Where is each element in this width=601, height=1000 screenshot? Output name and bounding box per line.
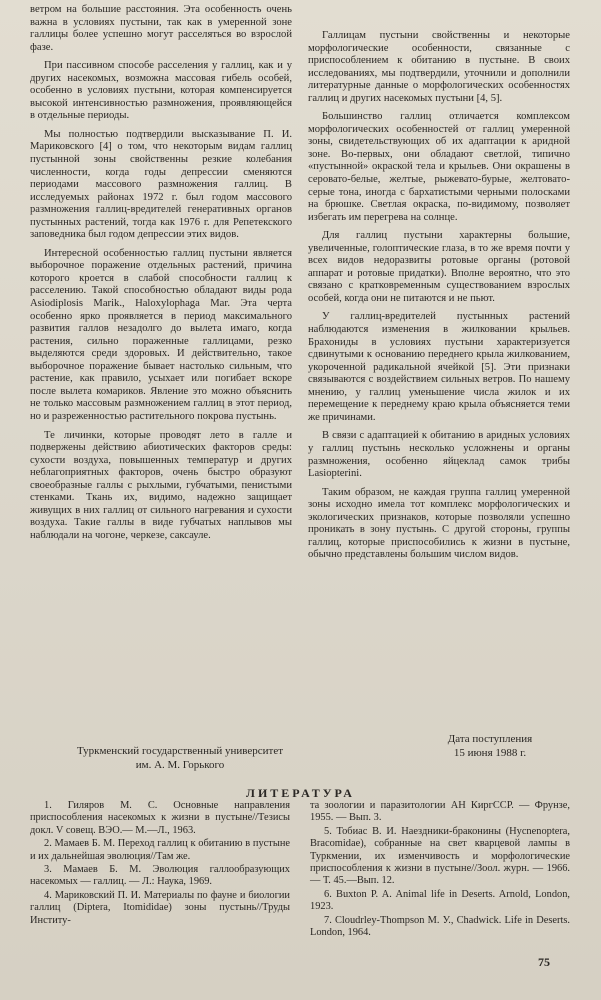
paragraph: При пассивном способе расселения у галлиц, как и у других насекомых, возможна массовая гибель особей, особенно в условиях пустыни, которая компенсируется высокой интенсивностью размножения, проявляющейся в отдельные периоды. <box>30 60 292 122</box>
received-date <box>420 732 560 760</box>
references-left <box>30 800 290 928</box>
paragraph: Большинство галлиц отличается комплексом морфологических особенностей от галлиц умеренной зоны, свидетельствующих об их адаптации к аридной зоне. Во-первых, они обладают светлой, типично «пустынной» окраской тела и крыльев. Они окрашены в серовато-белые, желтые, рыжевато-бурые, желтовато-серые тона, иногда с бархатистыми черными полосками на брюшке. Светлая окраска, по-видимому, позволяет избегать им перегрева на солнце. <box>308 111 570 223</box>
page-number: 75 <box>538 955 550 969</box>
reference-item: 6. Buxton P. A. Animal life in Deserts. Arnold, London, 1923. <box>310 888 570 913</box>
paragraph: Для галлиц пустыни характерны большие, увеличенные, голоптические глаза, в то же время почти у всех видов недоразвиты ротовые органы (ротовой аппарат и ротовые придатки). Вполне вероятно, что это связано с кратковременным существованием взрослых особей, когда они не питаются и не пьют. <box>308 230 570 304</box>
text-column-right <box>308 30 570 568</box>
affiliation-line: Туркменский государственный университет <box>76 745 284 757</box>
references-right <box>310 800 570 940</box>
reference-item: 7. Cloudrley-Thompson M. У., Chadwick. Life in Deserts. London, 1964. <box>310 914 570 939</box>
received-value: 15 июня 1988 г. <box>453 747 527 759</box>
reference-item: 4. Мариковский П. И. Материалы по фауне и биологии галлиц (Diptera, Itomididae) зоны пустынь//Труды Институ- <box>30 889 290 926</box>
author-affiliation <box>30 744 330 772</box>
paragraph: У галлиц-вредителей пустынных растений наблюдаются изменения в жилковании крыльев. Брахониды в условиях пустыни характеризуется сдвинутыми к основанию переднего крыла жилкованием, укороченной радикальной ячейкой [5]. Эти признаки связываются с воздействием сильных ветров. По нашему мнению, у галлиц уменьшение числа жилок и их перемещение к переднему краю крыла объясняется теми же причинами. <box>308 311 570 423</box>
paragraph: ветром на большие расстояния. Эта особенность очень важна в условиях пустыни, так как в умеренной зоне галлицы более успешно могут расселяться во взрослой фазе. <box>30 4 292 53</box>
paragraph: Те личинки, которые проводят лето в галле и подвержены действию абиотических факторов среды: сухости воздуха, повышенных температур и других неблагоприятных факторов, очень быстро образуют своеобразные галлы с рыхлыми, губчатыми, пенистыми стенками. Ткань их, видимо, надежно защищает живущих в них галлиц от сильного нагревания и сухости воздуха. Такие галлы в виде губчатых наплывов мы наблюдали на чогоне, черкезе, саксауле. <box>30 429 292 541</box>
reference-item: 2. Мамаев Б. М. Переход галлиц к обитанию в пустыне и их дальнейшая эволюция//Там же. <box>30 838 290 862</box>
reference-item: та зоологии и паразитологии АН КиргССР. — Фрунзе, 1955. — Вып. 3. <box>310 800 570 824</box>
reference-item: 3. Мамаев Б. М. Эволюция галлообразующих насекомых — галлиц. — Л.: Наука, 1969. <box>30 864 290 888</box>
affiliation-line: им. А. М. Горького <box>135 759 225 771</box>
paragraph: В связи с адаптацией к обитанию в аридных условиях у галлиц пустынь несколько усложнены и органы размножения, особенно яйцеклад самок трибы Lasiopterini. <box>308 430 570 480</box>
paragraph: Интересной особенностью галлиц пустыни является выборочное поражение отдельных растений, причина которого кроется в слабой способности галлиц к расселению. Такой способностью обладают виды рода Asiodiplosis Marik., Haloxylophaga Mar. Эта черта особенно ярко проявляется в период максимального развития галлов незадолго до вылета имаго, когда растения, сильно пораженные галлицами, резко выделяются среди здоровых. И действительно, такое выборочное поражение бывает настолько сильным, что растение, как правило, усыхает или погибает вскоре после вылета комариков. Явление это можно объяснить не только массовым размножением галлиц в этот период, но и разреженностью растительного покрова пустынь. <box>30 247 292 422</box>
paragraph: Таким образом, не каждая группа галлиц умеренной зоны исходно имела тот комплекс морфологических и экологических признаков, которые позволяли успешно проникать в зону пустынь. С другой стороны, группы галлиц, которые приспособились к жизни в пустыне, обычно представлены большим числом видов. <box>308 486 570 561</box>
paragraph: Галлицам пустыни свойственны и некоторые морфологические особенности, связанные с приспособлением к обитанию в пустыне. В своих исследованиях, мы подтвердили, уточнили и дополнили литературные данные о морфологических особенностях галлиц и других насекомых пустыни [4, 5]. <box>308 30 570 104</box>
received-label: Дата поступления <box>447 733 533 745</box>
reference-item: 1. Гиляров М. С. Основные направления приспособления насекомых к жизни в пустыне//Тезисы докл. V совещ. ВЭО.— М.—Л., 1963. <box>30 800 290 836</box>
text-column-left <box>30 4 292 548</box>
paragraph: Мы полностью подтвердили высказывание П. И. Мариковского [4] о том, что некоторым видам галлиц пустынной зоны свойственны резкие колебания численности, когда годы депрессии сменяются периодами массового размножения галлиц. В исследуемых районах 1972 г. был годом массового размножения галлиц-вредителей генеративных органов пустынных растений, тогда как 1976 г. для Репетекского заповедника был годом депрессии этих видов. <box>30 128 292 241</box>
reference-item: 5. Тобиас В. И. Наездники-браконины (Hycnenoptera, Bracomidae), собранные на свет кварцевой лампы в Туркмении, их изменчивость и морфологические приспособления к жизни в пустыне//Зоол. журн. — 1966. — Т. 45.—Вып. 12. <box>310 825 570 887</box>
literature-heading: ЛИТЕРАТУРА <box>246 786 355 800</box>
